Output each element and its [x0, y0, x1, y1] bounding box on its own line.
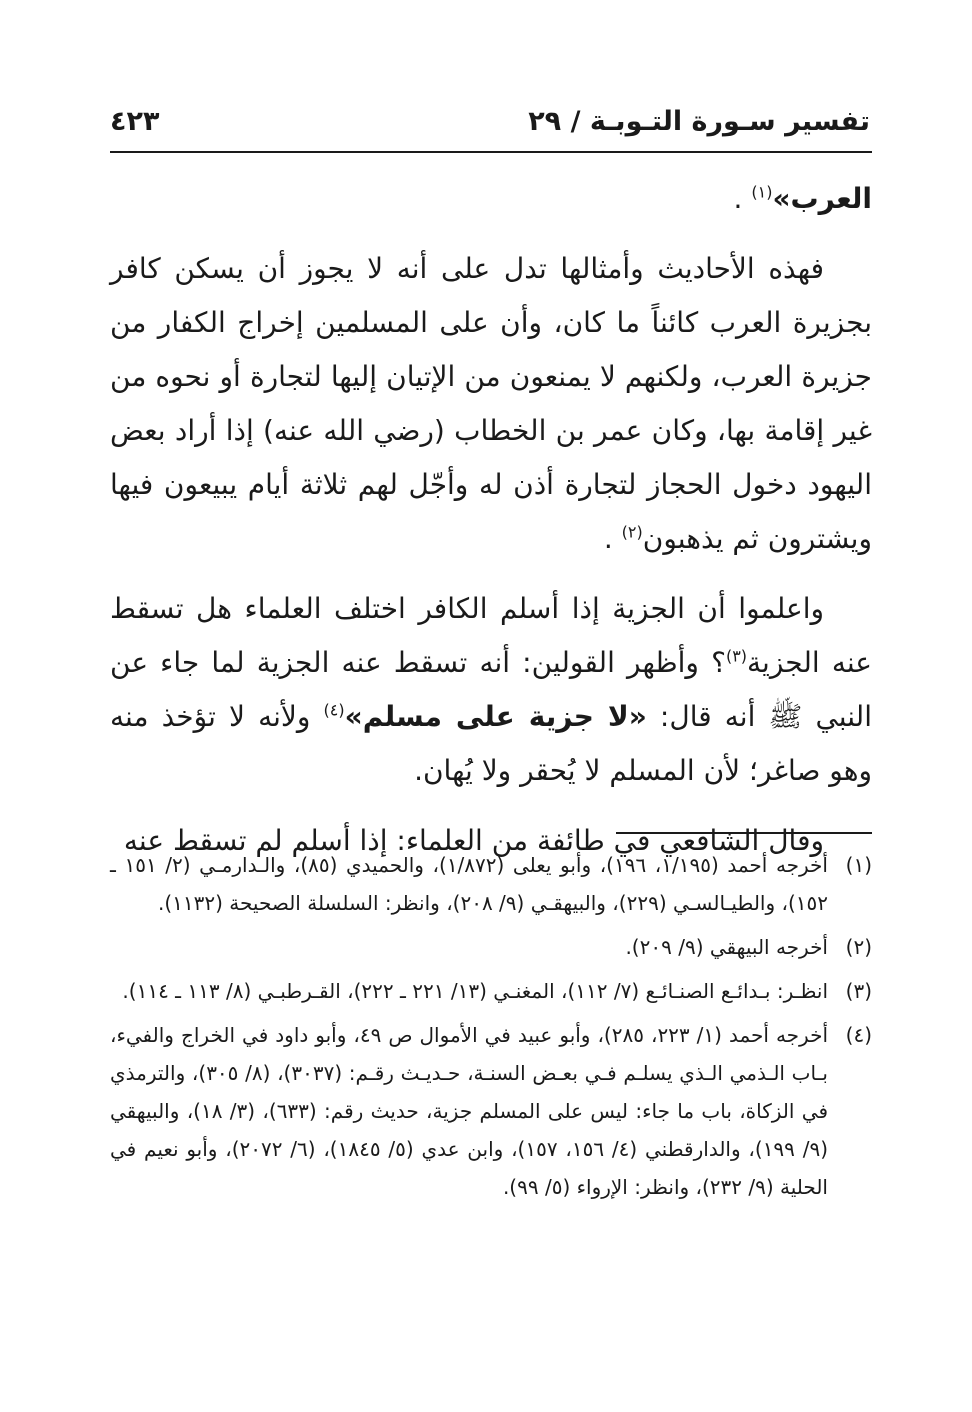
main-text: [110, 172, 872, 868]
paragraph-2-text-c: ولأنه لا تؤخذ منه وهو صاغر؛ لأن المسلم لا يُحقر ولا يُهان.: [110, 700, 872, 787]
footnote-text: أخرجه البيهقي (٩/ ٢٠٩).: [625, 935, 828, 959]
footnote-number: (٢): [845, 935, 872, 959]
footnote-text: أخرجه أحمد (١/١٩٥، ١٩٦)، وأبو يعلى (١/٨٧٢)، والحميدي (٨٥)، والـدارمـي (٢/ ١٥١ ـ ١٥٢)، والطيـالسـي (٢٢٩)، والبيهقـي (٩/ ٢٠٨)، وانظر: السلسلة الصحيحة (١١٣٢).: [110, 853, 828, 915]
footnote-number: (٣): [845, 979, 872, 1003]
paragraph-2-text-b: ؟ وأظهر القولين: أنه تسقط عنه الجزية لما جاء عن النبي ﷺ أنه قال:: [110, 646, 872, 733]
footnote-2: [110, 928, 872, 966]
footnote-1: [110, 846, 872, 922]
footnotes: [110, 846, 872, 1212]
footnote-text: أخرجه أحمد (١/ ٢٢٣، ٢٨٥)، وأبو عبيد في الأموال ص ٤٩، وأبو داود في الخراج والفيء، بـاب الـذمي الـذي يسلـم فـي بعـض السنـة، حـديـث رقـم: (٣٠٣٧)، (٨/ ٣٠٥)، والترمذي في الزكاة، باب ما جاء: ليس على المسلم جزية، حديث رقم: (٦٣٣)، (٣/ ١٨)، والبيهقي (٩/ ١٩٩)، والدارقطني (٤/ ١٥٦، ١٥٧)، وابن عدي (٥/ ١٨٤٥)، (٦/ ٢٠٧٢)، وأبو نعيم في الحلية (٩/ ٢٣٢)، وانظر: الإرواء (٥/ ٩٩).: [110, 1023, 829, 1199]
footnote-4: [110, 1016, 872, 1206]
paragraph-3: وقال الشافعي في طائفة من العلماء: إذا أسلم لم تسقط عنه: [123, 824, 824, 857]
paragraph-1: [110, 242, 872, 566]
footnote-number: (٤): [845, 1023, 872, 1047]
footnote-ref-3[interactable]: (٣): [725, 646, 748, 666]
page-number: ٤٢٣: [110, 106, 160, 137]
footnote-separator: [616, 832, 872, 834]
running-header: [110, 104, 870, 144]
footnote-number: (١): [845, 853, 872, 877]
paragraph-2: [110, 582, 872, 798]
paragraph-1-end: .: [603, 522, 622, 555]
paragraph-2-text-a: واعلموا أن الجزية إذا أسلم الكافر اختلف العلماء هل تسقط عنه الجزية: [110, 592, 872, 679]
running-title: تفسير سـورة التـوبـة / ٢٩: [528, 106, 870, 137]
continuation-line: [110, 172, 872, 226]
footnote-ref-4[interactable]: (٤): [323, 700, 345, 720]
continuation-word: العرب»: [772, 182, 872, 215]
footnote-3: [110, 972, 872, 1010]
continuation-end: .: [733, 182, 752, 215]
header-rule: [110, 151, 872, 153]
footnote-ref-2[interactable]: (٢): [621, 522, 643, 542]
footnote-text: انظـر: بـدائـع الصنـائـع (٧/ ١١٢)، المغنـي (١٣/ ٢٢١ ـ ٢٢٢)، القـرطبـي (٨/ ١١٣ ـ ١١٤).: [122, 979, 828, 1003]
hadith-quote: «لا جزية على مسلم»: [344, 700, 647, 733]
footnote-ref-1[interactable]: (١): [751, 182, 773, 202]
paragraph-1-text: فهذه الأحاديث وأمثالها تدل على أنه لا يجوز أن يسكن كافر بجزيرة العرب كائناً ما كان، وأن على المسلمين إخراج الكفار من جزيرة العرب، ولكنهم لا يمنعون من الإتيان إليها لتجارة أو نحوه من غير إقامة بها، وكان عمر بن الخطاب (رضي الله عنه) إذا أراد بعض اليهود دخول الحجاز لتجارة أذن له وأجّل لهم ثلاثة أيام يبيعون فيها ويشترون ثم يذهبون: [110, 252, 872, 555]
